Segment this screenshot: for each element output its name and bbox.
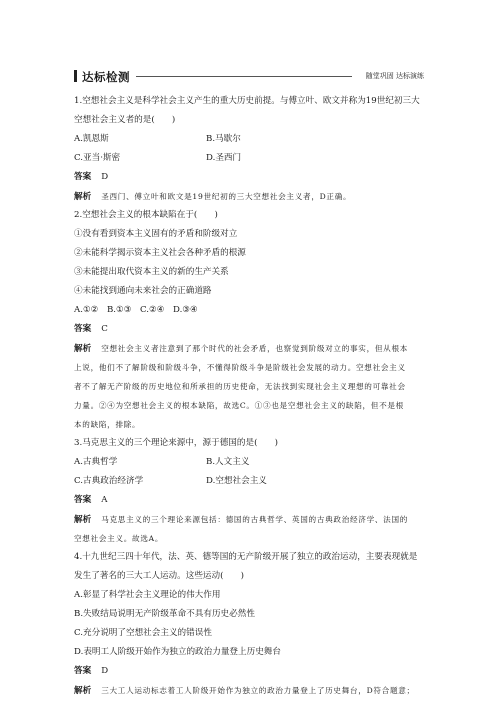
q2-answer bbox=[74, 320, 424, 339]
q3-analysis-text: 马克思主义的三个理论来源包括：德国的古典哲学、英国的古典政治经济学、法国的 bbox=[101, 515, 409, 524]
header-divider bbox=[136, 76, 352, 77]
analysis-label: 解析 bbox=[74, 192, 92, 202]
q2-analysis-text: 本的缺陷，排除。 bbox=[74, 420, 141, 429]
q4-option-b: B.失败结局说明无产阶级革命不具有历史必然性 bbox=[74, 609, 255, 619]
section-subtitle: 随堂巩固 达标演练 bbox=[365, 72, 424, 80]
q4-option-c: C.充分说明了空想社会主义的错误性 bbox=[74, 628, 212, 638]
q2-choices: A.①② B.①③ C.②④ D.③④ bbox=[74, 305, 198, 315]
q1-options-row bbox=[74, 130, 424, 149]
q3-options-row bbox=[74, 472, 424, 491]
q1-analysis-text: 圣西门、傅立叶和欧文是19世纪初的三大空想社会主义者，D正确。 bbox=[101, 192, 352, 201]
q3-option-d: D.空想社会主义 bbox=[206, 476, 267, 486]
section-header bbox=[74, 68, 424, 84]
q4-answer-value: D bbox=[101, 666, 109, 676]
q2-item: ①没有看到资本主义固有的矛盾和阶级对立 bbox=[74, 229, 238, 239]
analysis-label: 解析 bbox=[74, 344, 92, 354]
q2-analysis-text: 者不了解无产阶级的历史地位和所承担的历史使命，无法找到实现社会主义理想的可靠社会 bbox=[74, 382, 406, 391]
q1-option-b: B.马歇尔 bbox=[206, 134, 241, 144]
q3-option-a: A.古典哲学 bbox=[74, 457, 118, 467]
q2-item: ③未能提出取代资本主义的新的生产关系 bbox=[74, 267, 229, 277]
q2-answer-value: C bbox=[101, 324, 108, 334]
q1-options-row bbox=[74, 149, 424, 168]
content bbox=[74, 92, 424, 700]
q3-analysis-text: 空想社会主义。故选A。 bbox=[74, 534, 164, 543]
q3-answer-value: A bbox=[101, 495, 108, 505]
q3-analysis bbox=[74, 510, 424, 529]
q2-item: ②未能科学揭示资本主义社会各种矛盾的根源 bbox=[74, 248, 246, 258]
q2-analysis-text: 力量。②④为空想社会主义的根本缺陷，故选C。①③也是空想社会主义的缺陷，但不是根 bbox=[74, 401, 404, 410]
q1-analysis bbox=[74, 187, 424, 206]
q1-stem-line: 空想社会主义者的是( ) bbox=[74, 115, 176, 125]
q2-analysis bbox=[74, 339, 424, 358]
q3-option-b: B.人文主义 bbox=[206, 457, 250, 467]
answer-label: 答案 bbox=[74, 172, 92, 182]
analysis-label: 解析 bbox=[74, 686, 92, 696]
q3-options-row bbox=[74, 453, 424, 472]
q2-analysis-text: 上说，他们不了解阶级和阶级斗争，不懂得阶级斗争是阶级社会发展的动力。空想社会主义 bbox=[74, 363, 406, 372]
q3-stem-line: 3.马克思主义的三个理论来源中，源于德国的是( ) bbox=[74, 438, 278, 448]
q4-option-a: A.彰显了科学社会主义理论的伟大作用 bbox=[74, 590, 221, 600]
q4-analysis-text: 三大工人运动标志着工人阶级开始作为独立的政治力量登上了历史舞台，D符合题意； bbox=[101, 686, 415, 695]
q3-option-c: C.古典政治经济学 bbox=[74, 476, 144, 486]
q1-stem-line: 1.空想社会主义是科学社会主义产生的重大历史前提。与傅立叶、欧文并称为19世纪初三大 bbox=[74, 96, 420, 106]
header-bar-icon bbox=[74, 70, 77, 82]
q1-answer bbox=[74, 168, 424, 187]
section-title: 达标检测 bbox=[82, 70, 130, 84]
q4-answer bbox=[74, 662, 424, 681]
q1-option-c: C.亚当·斯密 bbox=[74, 153, 121, 163]
q2-analysis-text: 空想社会主义者注意到了那个时代的社会矛盾，也察觉到阶级对立的事实，但从根本 bbox=[101, 344, 409, 353]
analysis-label: 解析 bbox=[74, 515, 92, 525]
answer-label: 答案 bbox=[74, 495, 92, 505]
q1-option-a: A.凯恩斯 bbox=[74, 134, 109, 144]
q4-stem-line: 发生了著名的三大工人运动。这些运动( ) bbox=[74, 571, 244, 581]
q2-item: ④未能找到通向未来社会的正确道路 bbox=[74, 286, 212, 296]
q3-answer bbox=[74, 491, 424, 510]
q4-stem-line: 4.十九世纪三四十年代，法、英、德等国的无产阶级开展了独立的政治运动，主要表现就是 bbox=[74, 552, 418, 562]
q1-option-d: D.圣西门 bbox=[206, 153, 242, 163]
answer-label: 答案 bbox=[74, 666, 92, 676]
q2-stem-line: 2.空想社会主义的根本缺陷在于( ) bbox=[74, 210, 218, 220]
answer-label: 答案 bbox=[74, 324, 92, 334]
q1-answer-value: D bbox=[101, 172, 109, 182]
q4-analysis bbox=[74, 681, 424, 700]
q4-option-d: D.表明工人阶级开始作为独立的政治力量登上历史舞台 bbox=[74, 647, 281, 657]
